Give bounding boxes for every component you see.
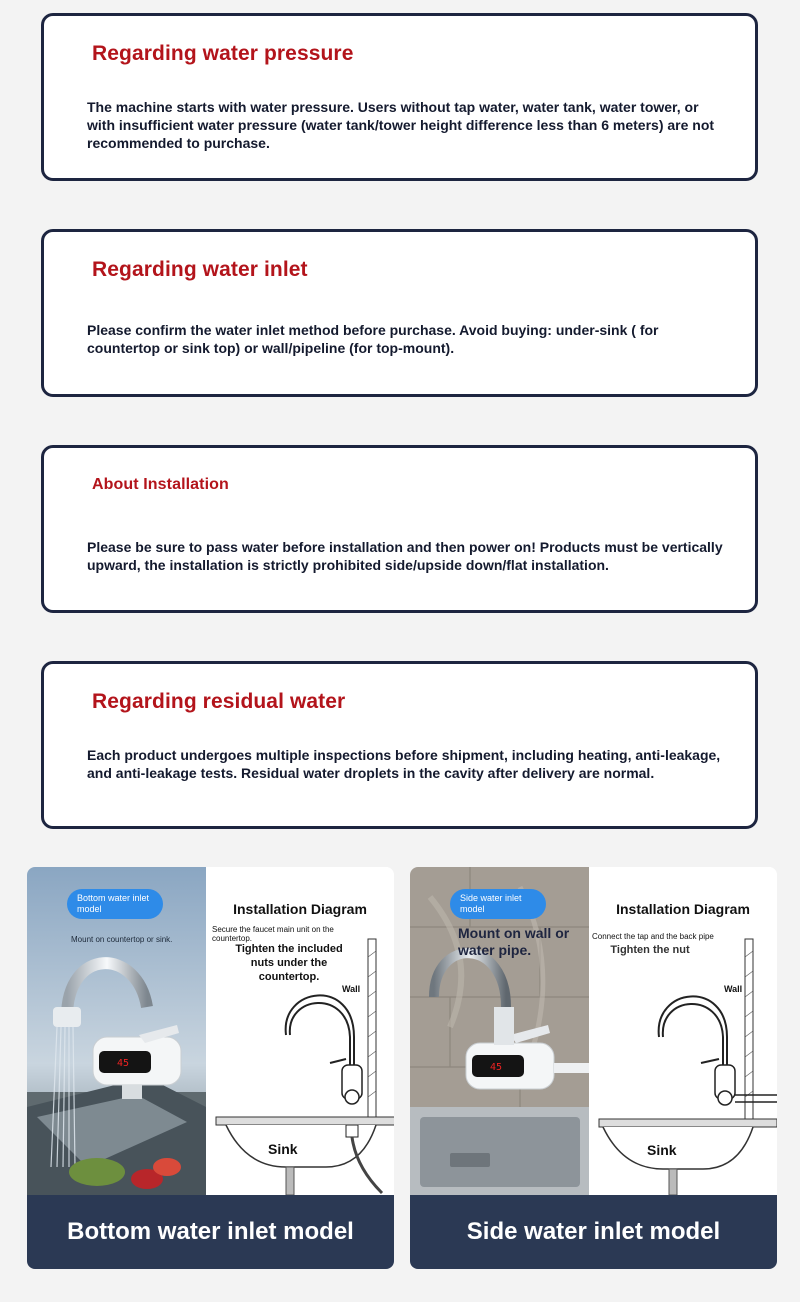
- diagram-title: Installation Diagram: [616, 901, 750, 917]
- product-photo-bottom-inlet: [27, 867, 206, 1195]
- wall-label: Wall: [342, 984, 361, 994]
- sink-label: Sink: [268, 1141, 298, 1157]
- diagram-note: Connect the tap and the back pipe: [592, 932, 714, 941]
- wall-label: Wall: [724, 984, 743, 994]
- model-footer: Bottom water inlet model: [27, 1195, 394, 1269]
- notice-card-residual-water: [41, 661, 758, 829]
- svg-text:45: 45: [117, 1058, 130, 1069]
- notice-card-water-pressure: [41, 13, 758, 181]
- svg-text:45: 45: [490, 1062, 503, 1073]
- faucet-diagram-drawing: [589, 867, 777, 1195]
- product-photo-side-inlet: [410, 867, 589, 1195]
- diagram-step: Tighten the nut: [610, 944, 690, 956]
- notice-body: Each product undergoes multiple inspections before shipment, including heating, anti-leakage, and anti-leakage tests. Residual water droplets in the cavity after delivery are normal.: [87, 747, 721, 781]
- model-panel-bottom-inlet: [27, 867, 394, 1269]
- photo-caption: Mount on wall or water pipe.: [458, 925, 570, 958]
- notice-body: Please confirm the water inlet method before purchase. Avoid buying: under-sink ( for countertop or sink top) or wall/pipeline (for top-mount).: [87, 322, 659, 356]
- notice-body: Please be sure to pass water before installation and then power on! Products must be vertically upward, the installation is strictly prohibited side/upside down/flat installation.: [87, 539, 723, 573]
- notice-card-water-inlet: [41, 229, 758, 397]
- diagram-title: Installation Diagram: [233, 901, 367, 917]
- model-badge: Bottom water inlet model: [67, 889, 163, 919]
- installation-diagram-bottom: [206, 867, 394, 1195]
- diagram-note: Secure the faucet main unit on the countertop.: [212, 925, 334, 943]
- installation-diagram-side: [589, 867, 777, 1195]
- notice-card-installation: [41, 445, 758, 613]
- notice-title: Regarding water pressure: [92, 42, 354, 65]
- notice-title: Regarding residual water: [92, 690, 346, 713]
- model-badge: Side water inlet model: [450, 889, 546, 919]
- notice-title: About Installation: [92, 476, 229, 493]
- notice-body: The machine starts with water pressure. Users without tap water, water tank, water tower, or with insufficient water pressure (water tank/tower height difference less than 6 meters) are not recommended to purchase.: [87, 99, 715, 151]
- notice-title: Regarding water inlet: [92, 258, 308, 281]
- model-panel-side-inlet: [410, 867, 777, 1269]
- model-footer: Side water inlet model: [410, 1195, 777, 1269]
- photo-caption: Mount on countertop or sink.: [71, 935, 173, 944]
- diagram-step: Tighten the included nuts under the countertop.: [235, 943, 343, 983]
- sink-label: Sink: [647, 1142, 677, 1158]
- faucet-diagram-drawing: [206, 867, 394, 1195]
